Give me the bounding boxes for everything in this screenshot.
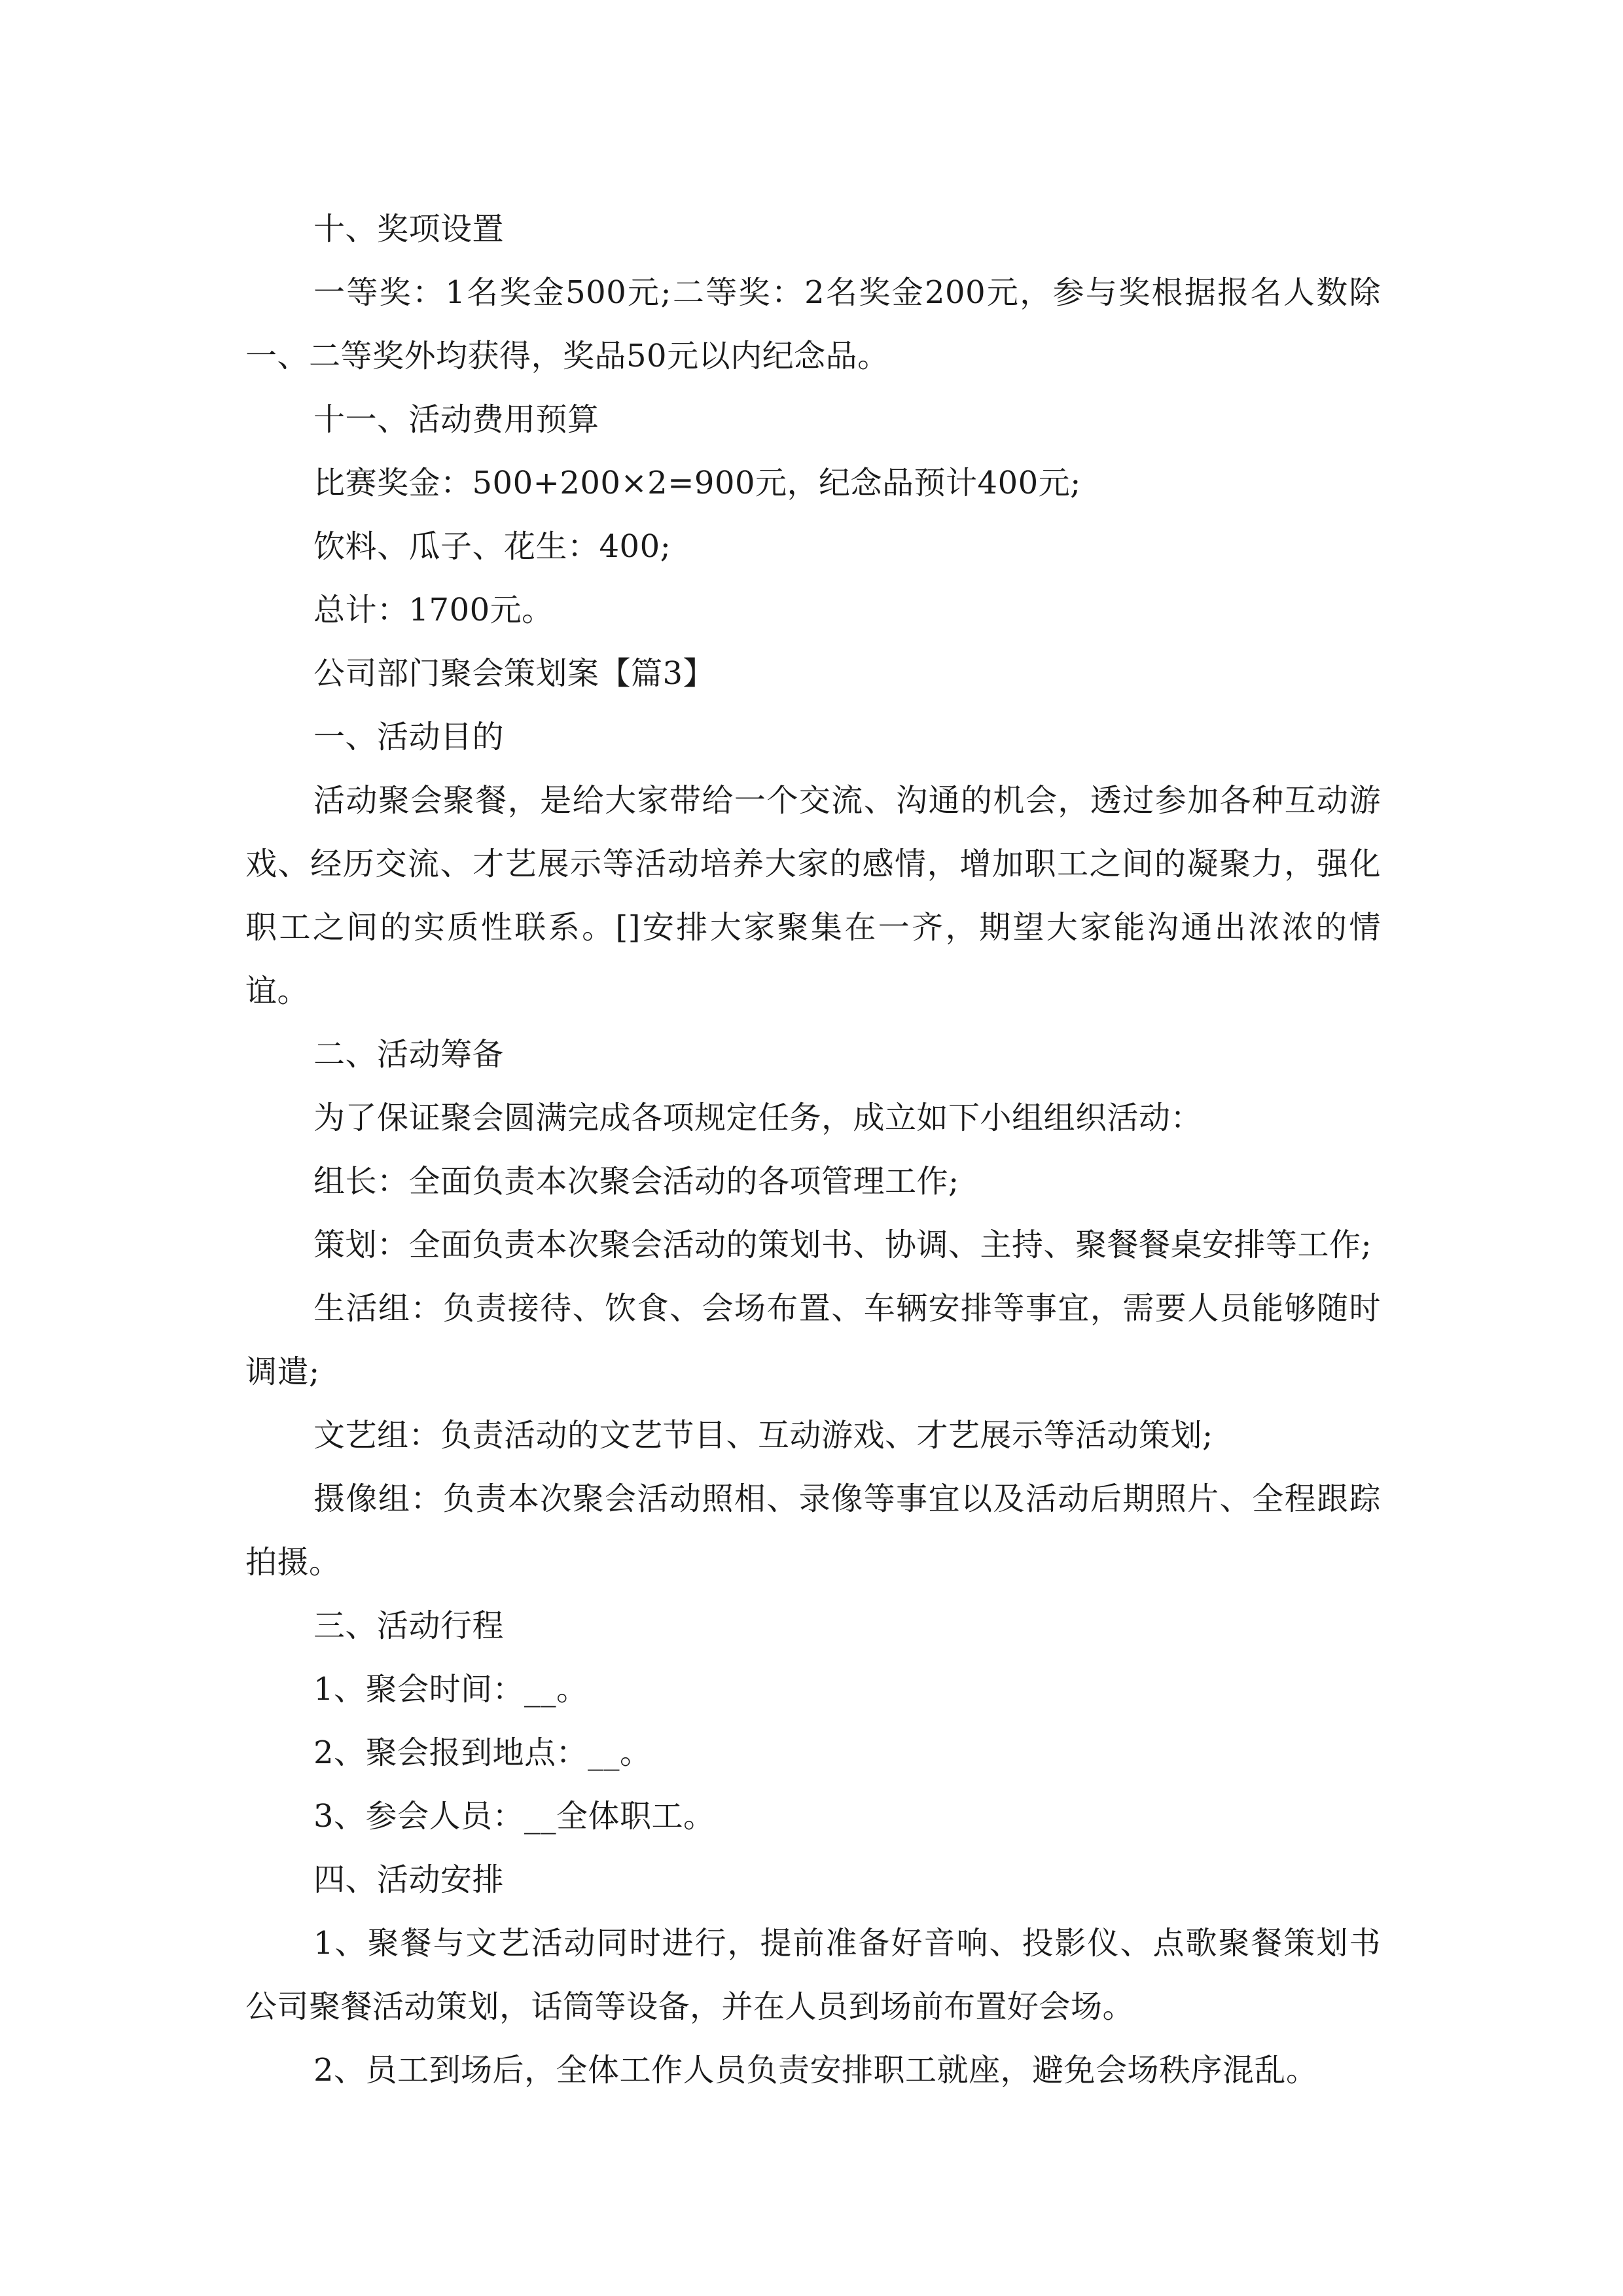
awards-paragraph: 一等奖：1名奖金500元;二等奖：2名奖金200元，参与奖根据报名人数除一、二等奖外均获得，奖品50元以内纪念品。 — [245, 274, 1381, 374]
budget-prize-line: 比赛奖金：500+200×2=900元，纪念品预计400元; — [313, 465, 1081, 501]
arts-group-line: 文艺组：负责活动的文艺节目、互动游戏、才艺展示等活动策划; — [313, 1417, 1213, 1454]
section-heading-arrangement: 四、活动安排 — [313, 1861, 505, 1898]
camera-group-line: 摄像组：负责本次聚会活动照相、录像等事宜以及活动后期照片、全程跟踪拍摄。 — [245, 1480, 1381, 1581]
logistics-group-line: 生活组：负责接待、饮食、会场布置、车辆安排等事宜，需要人员能够随时调遣; — [245, 1290, 1381, 1390]
budget-total-line: 总计：1700元。 — [313, 592, 554, 628]
planning-line: 策划：全面负责本次聚会活动的策划书、协调、主持、聚餐餐桌安排等工作; — [313, 1227, 1372, 1263]
document-body — [245, 198, 1381, 2102]
schedule-location-line: 2、聚会报到地点：__。 — [313, 1734, 652, 1771]
schedule-attendees-line: 3、参会人员：__全体职工。 — [313, 1798, 715, 1835]
schedule-time-line: 1、聚会时间：__。 — [313, 1671, 588, 1708]
section-heading-budget: 十一、活动费用预算 — [313, 401, 599, 438]
section-heading-schedule: 三、活动行程 — [313, 1607, 505, 1644]
budget-snacks-line: 饮料、瓜子、花生：400; — [313, 528, 671, 565]
purpose-paragraph: 活动聚会聚餐，是给大家带给一个交流、沟通的机会，透过参加各种互动游戏、经历交流、才艺展示等活动培养大家的感情，增加职工之间的凝聚力，强化职工之间的实质性联系。[]安排大家聚集在一齐，期望大家能沟通出浓浓的情谊。 — [245, 782, 1381, 1009]
team-leader-line: 组长：全面负责本次聚会活动的各项管理工作; — [313, 1163, 959, 1200]
arrangement-item-1: 1、聚餐与文艺活动同时进行，提前准备好音响、投影仪、点歌聚餐策划书公司聚餐活动策划，话筒等设备，并在人员到场前布置好会场。 — [245, 1925, 1381, 2025]
section-heading-awards: 十、奖项设置 — [313, 211, 505, 247]
preparation-intro: 为了保证聚会圆满完成各项规定任务，成立如下小组组织活动： — [313, 1100, 1203, 1136]
section-heading-preparation: 二、活动筹备 — [313, 1036, 505, 1073]
plan-title: 公司部门聚会策划案【篇3】 — [313, 655, 715, 692]
section-heading-purpose: 一、活动目的 — [313, 719, 505, 755]
arrangement-item-2: 2、员工到场后，全体工作人员负责安排职工就座，避免会场秩序混乱。 — [313, 2052, 1318, 2089]
